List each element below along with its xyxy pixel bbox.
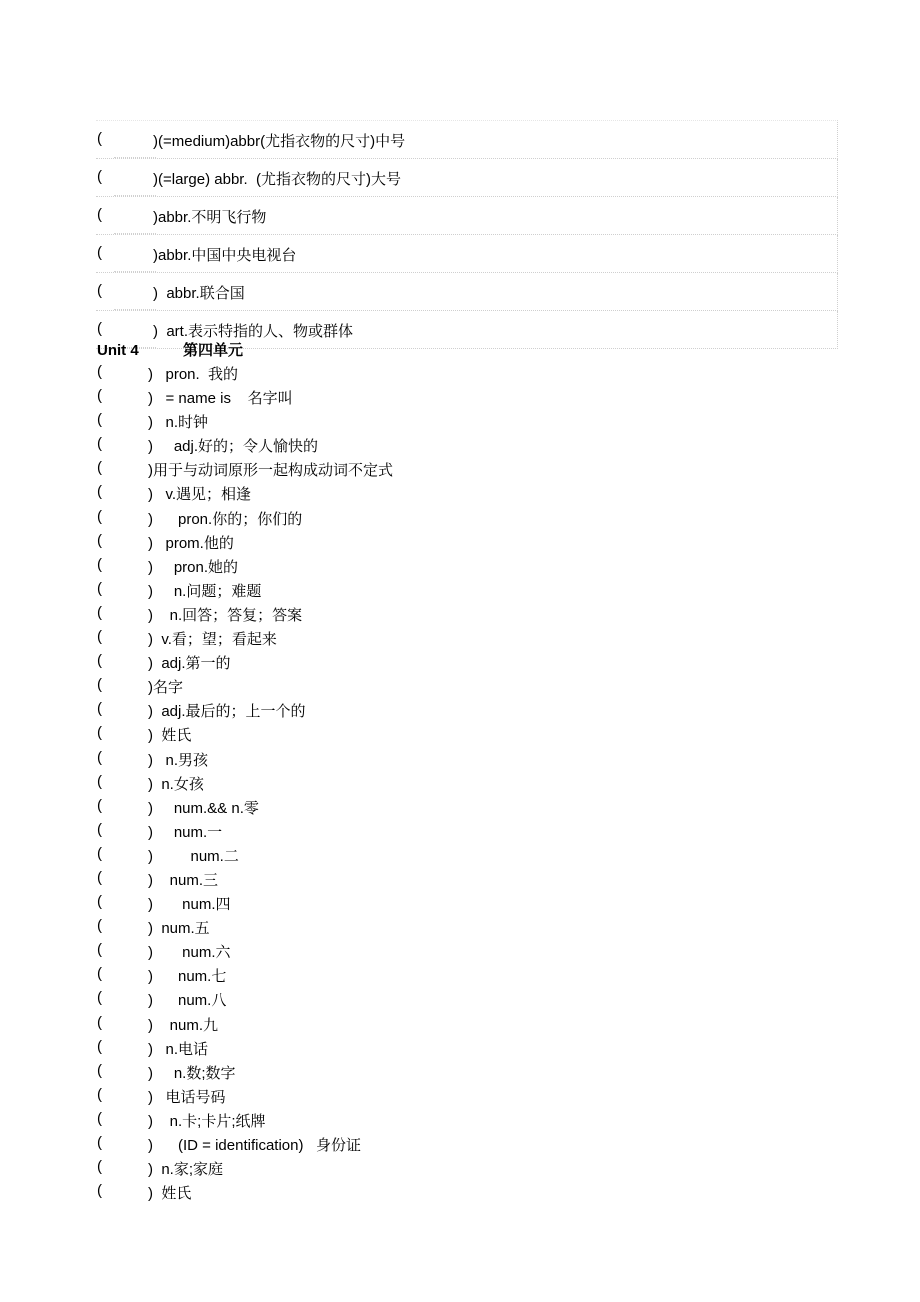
definition-text: ) num.&& n.零 [148,799,259,817]
open-paren: ( [97,507,102,525]
definition-text: ) abbr.联合国 [153,285,245,302]
definition-text: ) num.七 [148,968,227,986]
definition-text: ) num.八 [148,992,227,1010]
definition-text: ) pron. 我的 [148,366,239,383]
list-item [97,698,837,722]
open-paren: ( [97,206,102,223]
open-paren: ( [97,411,102,429]
open-paren: ( [97,387,102,405]
blank-line [114,309,156,310]
list-item [97,987,837,1011]
open-paren: ( [97,676,102,694]
list-item [97,481,837,505]
list-item [97,963,837,987]
abbreviation-table [96,120,838,349]
list-item [97,626,837,650]
table-row [96,273,838,311]
list-item [97,650,837,674]
definition-text: )(=large) abbr. (尤指衣物的尺寸)大号 [153,171,401,188]
definition-text: ) n.女孩 [148,775,204,793]
definition-text: )(=medium)abbr(尤指衣物的尺寸)中号 [153,133,406,150]
definition-text: )abbr.不明飞行物 [153,209,267,226]
definition-text: ) 电话号码 [148,1088,226,1106]
open-paren: ( [97,531,102,549]
table-row [96,120,838,159]
definition-text: ) n.回答；答复；答案 [148,606,303,624]
blank-line [114,233,156,234]
list-item [97,530,837,554]
open-paren: ( [97,628,102,646]
list-item [97,747,837,771]
open-paren: ( [97,724,102,742]
list-item [97,1156,837,1180]
open-paren: ( [97,1037,102,1055]
definition-text: ) (ID = identification) 身份证 [148,1137,361,1154]
list-item [97,554,837,578]
definition-text: ) num.九 [148,1016,219,1034]
definition-text: ) n.电话 [148,1040,209,1058]
open-paren: ( [97,917,102,935]
open-paren: ( [97,844,102,862]
list-item [97,602,837,626]
definition-text: ) v.看；望；看起来 [148,631,277,649]
open-paren: ( [97,989,102,1007]
list-item [97,1012,837,1036]
open-paren: ( [97,244,102,261]
list-item [97,674,837,698]
definition-text: ) pron.她的 [148,558,239,576]
list-item [97,795,837,819]
open-paren: ( [97,603,102,621]
list-item [97,771,837,795]
definition-text: ) prom.他的 [148,534,234,552]
open-paren: ( [97,320,102,337]
list-item [97,843,837,867]
open-paren: ( [97,748,102,766]
definition-text: ) v.遇见；相逢 [148,486,252,504]
definition-text: ) n.时钟 [148,414,209,432]
open-paren: ( [97,965,102,983]
open-paren: ( [97,1134,102,1151]
definition-text: )用于与动词原形一起构成动词不定式 [148,462,393,480]
open-paren: ( [97,652,102,670]
list-item [97,1108,837,1132]
definition-text: ) adj.最后的；上一个的 [148,703,306,721]
definition-text: ) adj.第一的 [148,655,231,673]
unit-label: Unit 4 [97,342,139,359]
list-item [97,457,837,481]
list-item [97,722,837,746]
definition-text: )abbr.中国中央电视台 [153,247,297,264]
list-item [97,939,837,963]
list-item [97,409,837,433]
table-row [96,159,838,197]
open-paren: ( [97,435,102,453]
list-item [97,1132,837,1156]
open-paren: ( [97,363,102,380]
definition-text: ) art.表示特指的人、物或群体 [153,323,354,340]
open-paren: ( [97,820,102,838]
definition-text: ) num.二 [148,847,239,865]
list-item [97,361,837,385]
definition-text: ) adj.好的；令人愉快的 [148,438,319,456]
list-item [97,1084,837,1108]
definition-text: ) n.数;数字 [148,1064,236,1082]
open-paren: ( [97,700,102,718]
open-paren: ( [97,796,102,814]
definition-text: ) num.三 [148,871,219,889]
definition-text: ) pron.你的；你们的 [148,510,303,528]
open-paren: ( [97,579,102,597]
list-item [97,1060,837,1084]
list-item [97,385,837,409]
list-item [97,1036,837,1060]
definition-text: ) n.家;家庭 [148,1161,224,1179]
list-item [97,506,837,530]
list-item [97,867,837,891]
open-paren: ( [97,168,102,185]
table-row [96,197,838,235]
open-paren: ( [97,1061,102,1079]
list-item [97,819,837,843]
blank-line [114,271,156,272]
definition-text: ) num.六 [148,944,231,962]
open-paren: ( [97,555,102,573]
list-item [97,433,837,457]
vocabulary-list [97,361,837,1204]
open-paren: ( [97,772,102,790]
open-paren: ( [97,459,102,477]
list-item [97,891,837,915]
definition-text: ) 姓氏 [148,727,192,745]
open-paren: ( [97,1013,102,1031]
blank-line [114,157,156,158]
open-paren: ( [97,282,102,299]
definition-text: )名字 [148,679,183,697]
open-paren: ( [97,483,102,501]
open-paren: ( [97,1085,102,1103]
definition-text: ) = name is 名字叫 [148,390,293,408]
definition-text: ) n.男孩 [148,751,209,769]
open-paren: ( [97,941,102,959]
definition-text: ) num.一 [148,823,223,841]
open-paren: ( [97,1109,102,1127]
list-item [97,1180,837,1204]
unit-heading [97,339,243,360]
definition-text: ) n.问题；难题 [148,582,262,600]
definition-text: ) num.五 [148,920,210,938]
definition-text: ) num.四 [148,896,231,914]
table-row [96,235,838,273]
blank-line [114,195,156,196]
open-paren: ( [97,1182,102,1200]
definition-text: ) n.卡;卡片;纸牌 [148,1112,266,1130]
definition-text: ) 姓氏 [148,1185,192,1203]
open-paren: ( [97,130,102,147]
list-item [97,578,837,602]
open-paren: ( [97,1158,102,1176]
open-paren: ( [97,868,102,886]
unit-title: 第四单元 [183,342,244,359]
open-paren: ( [97,893,102,911]
list-item [97,915,837,939]
